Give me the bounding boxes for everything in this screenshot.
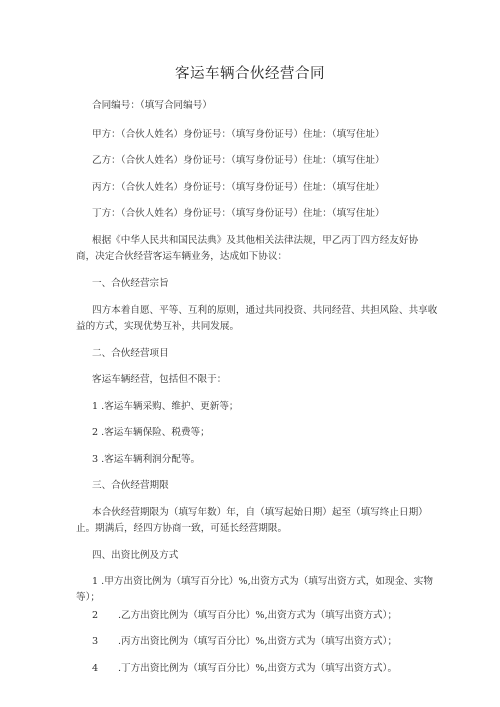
preamble-line-1: 根据《中华人民共和国民法典》及其他相关法律法规，甲乙丙丁四方经友好协 [92,235,419,246]
section-4-item-1-line-2: 等）； [76,592,100,603]
item-text: .丁方出资比例为（填写百分比）%,出资方式为（填写出资方式）。 [118,663,398,674]
contract-number: 合同编号：（填写合同编号） [92,100,212,111]
section-1-heading: 一、合伙经营宗旨 [92,278,169,289]
section-4-item-1-line-1: 1 .甲方出资比例为（填写百分比）%,出资方式为（填写出资方式，如现金、实物 [92,576,433,587]
section-2-item-3: 3 .客运车辆利润分配等。 [92,454,201,465]
item-text: .乙方出资比例为（填写百分比）%,出资方式为（填写出资方式）； [118,610,398,621]
party-yi: 乙方：（合伙人姓名）身份证号：（填写身份证号）住址：（填写住址） [92,155,385,166]
party-ding: 丁方：（合伙人姓名）身份证号：（填写身份证号）住址：（填写住址） [92,208,385,219]
section-2-intro: 客运车辆经营，包括但不限于： [92,374,227,385]
section-2-item-1: 1 .客运车辆采购、维护、更新等； [92,401,239,412]
section-4-heading: 四、出资比例及方式 [92,550,179,561]
item-number: 3 [92,636,99,647]
section-3-heading: 三、合伙经营期限 [92,480,169,491]
section-2-item-2: 2 .客运车辆保险、税费等； [92,427,210,438]
item-number: 4 [92,663,99,674]
preamble-line-2: 商，决定合伙经营客运车辆业务，达成如下协议： [76,251,288,262]
section-2-heading: 二、合伙经营项目 [92,348,169,359]
party-bing: 丙方：（合伙人姓名）身份证号：（填写身份证号）住址：（填写住址） [92,182,385,193]
item-number: 2 [92,610,99,621]
section-4-item-2 [92,608,397,623]
document-title: 客运车辆合伙经营合同 [175,66,325,82]
section-4-item-3 [92,634,397,649]
section-1-line-1: 四方本着自愿、平等、互利的原则，通过共同投资、共同经营、共担风险、共享收 [92,305,438,316]
section-3-line-2: 止。期满后，经四方协商一致，可延长经营期限。 [76,523,288,534]
section-1-line-2: 益的方式，实现优势互补，共同发展。 [76,321,240,332]
section-4-item-4 [92,661,397,676]
party-jia: 甲方：（合伙人姓名）身份证号：（填写身份证号）住址：（填写住址） [92,129,385,140]
section-3-line-1: 本合伙经营期限为（填写年数）年，自（填写起始日期）起至（填写终止日期） [92,507,428,518]
item-text: .丙方出资比例为（填写百分比）%,出资方式为（填写出资方式）； [118,636,398,647]
